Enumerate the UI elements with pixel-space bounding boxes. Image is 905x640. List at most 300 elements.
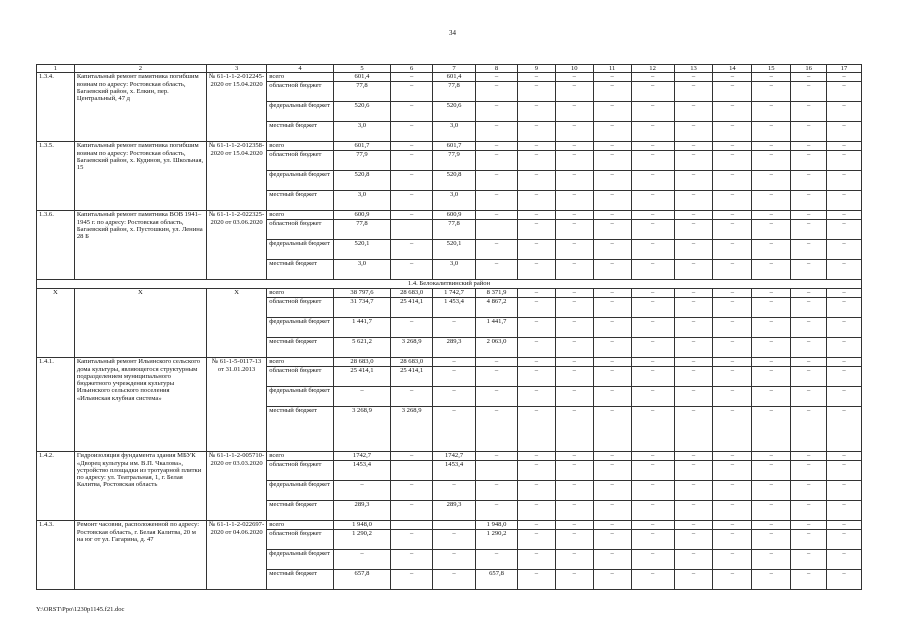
funding-source: местный бюджет bbox=[267, 191, 334, 211]
table-row bbox=[37, 211, 862, 220]
column-number: 3 bbox=[206, 65, 266, 73]
dash-cell: – bbox=[555, 570, 593, 590]
amount-cell: 77,8 bbox=[433, 82, 476, 102]
dash-cell: – bbox=[518, 367, 556, 387]
dash-cell: – bbox=[791, 211, 827, 220]
amount-cell: 1453,4 bbox=[433, 461, 476, 481]
funding-source: всего bbox=[267, 521, 334, 530]
table-row bbox=[37, 521, 862, 530]
column-number: 5 bbox=[333, 65, 390, 73]
dash-cell: – bbox=[593, 387, 631, 407]
dash-cell: – bbox=[555, 338, 593, 358]
amount-cell: – bbox=[391, 151, 433, 171]
dash-cell: – bbox=[518, 338, 556, 358]
amount-cell: 1 948,0 bbox=[476, 521, 518, 530]
amount-cell: – bbox=[391, 102, 433, 122]
dash-cell: – bbox=[713, 501, 752, 521]
dash-cell: – bbox=[752, 82, 791, 102]
dash-cell: – bbox=[631, 171, 674, 191]
dash-cell: – bbox=[593, 407, 631, 452]
amount-cell: – bbox=[391, 240, 433, 260]
amount-cell: – bbox=[476, 151, 518, 171]
amount-cell: 601,7 bbox=[333, 142, 390, 151]
dash-cell: – bbox=[593, 570, 631, 590]
amount-cell: 31 734,7 bbox=[333, 298, 390, 318]
dash-cell: – bbox=[674, 211, 713, 220]
column-number: 15 bbox=[752, 65, 791, 73]
dash-cell: – bbox=[791, 122, 827, 142]
dash-cell: – bbox=[827, 387, 862, 407]
item-number: 1.3.5. bbox=[37, 142, 75, 211]
dash-cell: – bbox=[593, 211, 631, 220]
dash-cell: – bbox=[518, 407, 556, 452]
document-number: № 61-1-1-2-022697-2020 от 04.06.2020 bbox=[206, 521, 266, 590]
dash-cell: – bbox=[752, 367, 791, 387]
dash-cell: – bbox=[674, 452, 713, 461]
dash-cell: – bbox=[631, 481, 674, 501]
column-number: 8 bbox=[476, 65, 518, 73]
object-name: Капитальный ремонт Ильинского сельского дома культуры, являющегося структурным подразделением муниципального бюджетного учреждения культуры Ильинского сельского поселения «Ильинская клубная система» bbox=[74, 358, 206, 452]
dash-cell: – bbox=[518, 570, 556, 590]
amount-cell: 520,1 bbox=[333, 240, 390, 260]
amount-cell bbox=[433, 521, 476, 530]
item-number: 1.4.1. bbox=[37, 358, 75, 452]
dash-cell: – bbox=[713, 367, 752, 387]
amount-cell: 28 683,0 bbox=[333, 358, 390, 367]
dash-cell: – bbox=[674, 142, 713, 151]
dash-cell: – bbox=[518, 220, 556, 240]
dash-cell: – bbox=[555, 530, 593, 550]
dash-cell: – bbox=[631, 122, 674, 142]
funding-source: местный бюджет bbox=[267, 260, 334, 280]
dash-cell: – bbox=[713, 530, 752, 550]
funding-source: областной бюджет bbox=[267, 298, 334, 318]
amount-cell: 289,3 bbox=[333, 501, 390, 521]
column-number: 10 bbox=[555, 65, 593, 73]
funding-source: местный бюджет bbox=[267, 501, 334, 521]
dash-cell: – bbox=[791, 289, 827, 298]
dash-cell: – bbox=[593, 298, 631, 318]
dash-cell: – bbox=[674, 171, 713, 191]
column-number: 16 bbox=[791, 65, 827, 73]
amount-cell: – bbox=[333, 550, 390, 570]
dash-cell: – bbox=[713, 358, 752, 367]
dash-cell: – bbox=[593, 82, 631, 102]
funding-source: местный бюджет bbox=[267, 338, 334, 358]
column-number: 14 bbox=[713, 65, 752, 73]
dash-cell: – bbox=[555, 461, 593, 481]
dash-cell: – bbox=[713, 461, 752, 481]
summary-row bbox=[37, 289, 862, 298]
amount-cell: – bbox=[433, 358, 476, 367]
dash-cell: – bbox=[518, 260, 556, 280]
dash-cell: – bbox=[752, 318, 791, 338]
amount-cell: – bbox=[476, 211, 518, 220]
amount-cell: 3,0 bbox=[333, 260, 390, 280]
document-number: № 61-1-5-0117-13 от 31.01.2013 bbox=[206, 358, 266, 452]
funding-source: местный бюджет bbox=[267, 122, 334, 142]
dash-cell: – bbox=[631, 211, 674, 220]
item-number: 1.3.4. bbox=[37, 73, 75, 142]
dash-cell: – bbox=[674, 461, 713, 481]
dash-cell: – bbox=[713, 73, 752, 82]
dash-cell: – bbox=[593, 191, 631, 211]
funding-source: всего bbox=[267, 289, 334, 298]
amount-cell: 3 268,9 bbox=[333, 407, 390, 452]
dash-cell: – bbox=[791, 240, 827, 260]
dash-cell: – bbox=[674, 151, 713, 171]
dash-cell: – bbox=[674, 367, 713, 387]
dash-cell: – bbox=[674, 220, 713, 240]
dash-cell: – bbox=[631, 151, 674, 171]
dash-cell: – bbox=[752, 211, 791, 220]
dash-cell: – bbox=[555, 82, 593, 102]
funding-source: федеральный бюджет bbox=[267, 387, 334, 407]
amount-cell: – bbox=[391, 318, 433, 338]
table-row bbox=[37, 73, 862, 82]
amount-cell: 1 742,7 bbox=[433, 289, 476, 298]
dash-cell: – bbox=[593, 220, 631, 240]
column-number-row bbox=[37, 65, 862, 73]
dash-cell: – bbox=[827, 318, 862, 338]
dash-cell: – bbox=[713, 387, 752, 407]
dash-cell: – bbox=[518, 151, 556, 171]
dash-cell: – bbox=[752, 501, 791, 521]
dash-cell: – bbox=[827, 260, 862, 280]
amount-cell: – bbox=[476, 142, 518, 151]
dash-cell: – bbox=[674, 481, 713, 501]
dash-cell: – bbox=[827, 240, 862, 260]
dash-cell: – bbox=[791, 260, 827, 280]
dash-cell: – bbox=[555, 501, 593, 521]
dash-cell: – bbox=[593, 530, 631, 550]
dash-cell: – bbox=[827, 338, 862, 358]
dash-cell: – bbox=[827, 367, 862, 387]
dash-cell: – bbox=[752, 73, 791, 82]
dash-cell: – bbox=[631, 501, 674, 521]
amount-cell: 520,8 bbox=[433, 171, 476, 191]
dash-cell: – bbox=[827, 171, 862, 191]
amount-cell: 28 683,0 bbox=[391, 289, 433, 298]
dash-cell: – bbox=[791, 151, 827, 171]
amount-cell: 520,6 bbox=[433, 102, 476, 122]
dash-cell: – bbox=[713, 452, 752, 461]
dash-cell: – bbox=[791, 501, 827, 521]
dash-cell: – bbox=[827, 191, 862, 211]
funding-source: всего bbox=[267, 211, 334, 220]
dash-cell: – bbox=[713, 289, 752, 298]
amount-cell: – bbox=[391, 550, 433, 570]
dash-cell: – bbox=[631, 358, 674, 367]
dash-cell: – bbox=[555, 122, 593, 142]
amount-cell: – bbox=[476, 191, 518, 211]
amount-cell: 3,0 bbox=[433, 122, 476, 142]
dash-cell: – bbox=[827, 570, 862, 590]
dash-cell: – bbox=[555, 387, 593, 407]
column-number: 4 bbox=[267, 65, 334, 73]
dash-cell: – bbox=[674, 191, 713, 211]
dash-cell: – bbox=[593, 240, 631, 260]
amount-cell: – bbox=[333, 387, 390, 407]
dash-cell: – bbox=[713, 318, 752, 338]
dash-cell: – bbox=[713, 82, 752, 102]
amount-cell: – bbox=[433, 367, 476, 387]
dash-cell: – bbox=[791, 387, 827, 407]
object-name: Ремонт часовни, расположенной по адресу: Ростовская область, г. Белая Калитва, 20 м на юг от ул. Гагарина, д. 47 bbox=[74, 521, 206, 590]
dash-cell: – bbox=[791, 298, 827, 318]
dash-cell: – bbox=[713, 550, 752, 570]
dash-cell: – bbox=[674, 102, 713, 122]
dash-cell: – bbox=[518, 122, 556, 142]
dash-cell: – bbox=[791, 481, 827, 501]
amount-cell: – bbox=[476, 122, 518, 142]
column-number: 17 bbox=[827, 65, 862, 73]
dash-cell: – bbox=[518, 171, 556, 191]
dash-cell: – bbox=[593, 501, 631, 521]
table-row bbox=[37, 452, 862, 461]
dash-cell: – bbox=[593, 358, 631, 367]
amount-cell: 77,8 bbox=[433, 220, 476, 240]
amount-cell: 3 268,9 bbox=[391, 407, 433, 452]
object-name: Капитальный ремонт памятника погибшим воинам по адресу: Ростовская область, Багаевский район, х. Елкин, пер. Центральный, 47 д bbox=[74, 73, 206, 142]
dash-cell: – bbox=[713, 151, 752, 171]
dash-cell: – bbox=[631, 102, 674, 122]
dash-cell: – bbox=[518, 142, 556, 151]
dash-cell: – bbox=[674, 298, 713, 318]
amount-cell: 25 414,1 bbox=[391, 367, 433, 387]
amount-cell: – bbox=[476, 171, 518, 191]
dash-cell: – bbox=[713, 481, 752, 501]
dash-cell: – bbox=[791, 407, 827, 452]
dash-cell: – bbox=[752, 298, 791, 318]
dash-cell: – bbox=[518, 461, 556, 481]
amount-cell: 1 948,0 bbox=[333, 521, 390, 530]
amount-cell: 600,9 bbox=[433, 211, 476, 220]
dash-cell: – bbox=[674, 358, 713, 367]
amount-cell: 1 453,4 bbox=[433, 298, 476, 318]
amount-cell: – bbox=[476, 387, 518, 407]
dash-cell: – bbox=[752, 461, 791, 481]
dash-cell: – bbox=[752, 191, 791, 211]
dash-cell: – bbox=[713, 102, 752, 122]
dash-cell: – bbox=[791, 191, 827, 211]
amount-cell bbox=[476, 461, 518, 481]
amount-cell: – bbox=[391, 171, 433, 191]
amount-cell: 4 867,2 bbox=[476, 298, 518, 318]
dash-cell: – bbox=[631, 191, 674, 211]
dash-cell: – bbox=[674, 521, 713, 530]
dash-cell: – bbox=[752, 481, 791, 501]
object-name: Капитальный ремонт памятника погибшим воинам по адресу: Ростовская область, Багаевский район, х. Кудинов, ул. Школьная, 15 bbox=[74, 142, 206, 211]
dash-cell: – bbox=[674, 550, 713, 570]
dash-cell: – bbox=[518, 387, 556, 407]
dash-cell: – bbox=[827, 461, 862, 481]
amount-cell: 25 414,1 bbox=[391, 298, 433, 318]
dash-cell: – bbox=[713, 260, 752, 280]
dash-cell: – bbox=[631, 338, 674, 358]
dash-cell: – bbox=[752, 550, 791, 570]
amount-cell: 601,4 bbox=[433, 73, 476, 82]
dash-cell: – bbox=[713, 298, 752, 318]
column-number: 9 bbox=[518, 65, 556, 73]
amount-cell: 520,6 bbox=[333, 102, 390, 122]
amount-cell: 77,9 bbox=[333, 151, 390, 171]
dash-cell: – bbox=[752, 358, 791, 367]
dash-cell: – bbox=[631, 73, 674, 82]
dash-cell: – bbox=[631, 407, 674, 452]
amount-cell: 1 441,7 bbox=[333, 318, 390, 338]
dash-cell: – bbox=[631, 289, 674, 298]
dash-cell: – bbox=[593, 461, 631, 481]
dash-cell: – bbox=[791, 461, 827, 481]
document-number: № 61-1-1-2-022325-2020 от 03.06.2020 bbox=[206, 211, 266, 280]
dash-cell: – bbox=[593, 550, 631, 570]
dash-cell: – bbox=[827, 211, 862, 220]
dash-cell: – bbox=[555, 151, 593, 171]
funding-source: федеральный бюджет bbox=[267, 102, 334, 122]
amount-cell: 77,8 bbox=[333, 220, 390, 240]
dash-cell: – bbox=[555, 191, 593, 211]
amount-cell: – bbox=[391, 73, 433, 82]
funding-source: местный бюджет bbox=[267, 570, 334, 590]
dash-cell: – bbox=[555, 318, 593, 338]
dash-cell: – bbox=[631, 521, 674, 530]
dash-cell: – bbox=[593, 151, 631, 171]
dash-cell: – bbox=[791, 220, 827, 240]
dash-cell: – bbox=[752, 289, 791, 298]
dash-cell: – bbox=[713, 220, 752, 240]
page-number: 34 bbox=[449, 29, 456, 37]
amount-cell: 1742,7 bbox=[433, 452, 476, 461]
funding-source: областной бюджет bbox=[267, 82, 334, 102]
dash-cell: – bbox=[791, 102, 827, 122]
dash-cell: – bbox=[752, 122, 791, 142]
dash-cell: – bbox=[791, 171, 827, 191]
amount-cell: – bbox=[476, 260, 518, 280]
dash-cell: – bbox=[593, 142, 631, 151]
amount-cell: 601,7 bbox=[433, 142, 476, 151]
dash-cell: – bbox=[674, 289, 713, 298]
dash-cell: – bbox=[631, 142, 674, 151]
dash-cell: – bbox=[555, 142, 593, 151]
dash-cell: – bbox=[752, 530, 791, 550]
summary-x: Х bbox=[206, 289, 266, 358]
dash-cell: – bbox=[791, 530, 827, 550]
amount-cell: 520,1 bbox=[433, 240, 476, 260]
dash-cell: – bbox=[631, 240, 674, 260]
dash-cell: – bbox=[752, 142, 791, 151]
dash-cell: – bbox=[555, 298, 593, 318]
amount-cell: 25 414,1 bbox=[333, 367, 390, 387]
dash-cell: – bbox=[791, 338, 827, 358]
dash-cell: – bbox=[827, 358, 862, 367]
amount-cell: – bbox=[391, 501, 433, 521]
dash-cell: – bbox=[791, 570, 827, 590]
table-row bbox=[37, 142, 862, 151]
amount-cell: – bbox=[433, 407, 476, 452]
dash-cell: – bbox=[827, 82, 862, 102]
dash-cell: – bbox=[827, 73, 862, 82]
funding-source: областной бюджет bbox=[267, 461, 334, 481]
amount-cell: 1 290,2 bbox=[333, 530, 390, 550]
dash-cell: – bbox=[674, 501, 713, 521]
dash-cell: – bbox=[752, 220, 791, 240]
column-number: 13 bbox=[674, 65, 713, 73]
dash-cell: – bbox=[593, 289, 631, 298]
dash-cell: – bbox=[631, 461, 674, 481]
funding-source: областной бюджет bbox=[267, 367, 334, 387]
amount-cell: – bbox=[391, 122, 433, 142]
amount-cell: 3,0 bbox=[433, 260, 476, 280]
amount-cell: 657,8 bbox=[476, 570, 518, 590]
amount-cell: 5 621,2 bbox=[333, 338, 390, 358]
dash-cell: – bbox=[631, 570, 674, 590]
dash-cell: – bbox=[713, 142, 752, 151]
dash-cell: – bbox=[713, 211, 752, 220]
dash-cell: – bbox=[752, 570, 791, 590]
dash-cell: – bbox=[518, 358, 556, 367]
dash-cell: – bbox=[674, 338, 713, 358]
funding-source: местный бюджет bbox=[267, 407, 334, 452]
dash-cell: – bbox=[674, 73, 713, 82]
amount-cell: – bbox=[433, 318, 476, 338]
dash-cell: – bbox=[631, 387, 674, 407]
amount-cell: 289,3 bbox=[433, 338, 476, 358]
dash-cell: – bbox=[827, 407, 862, 452]
dash-cell: – bbox=[674, 387, 713, 407]
amount-cell: 8 371,9 bbox=[476, 289, 518, 298]
column-number: 1 bbox=[37, 65, 75, 73]
dash-cell: – bbox=[674, 122, 713, 142]
dash-cell: – bbox=[752, 338, 791, 358]
dash-cell: – bbox=[555, 220, 593, 240]
dash-cell: – bbox=[555, 73, 593, 82]
funding-source: федеральный бюджет bbox=[267, 240, 334, 260]
dash-cell: – bbox=[555, 289, 593, 298]
amount-cell: – bbox=[476, 550, 518, 570]
amount-cell: – bbox=[476, 358, 518, 367]
dash-cell: – bbox=[752, 387, 791, 407]
dash-cell: – bbox=[518, 298, 556, 318]
dash-cell: – bbox=[555, 102, 593, 122]
amount-cell: – bbox=[391, 82, 433, 102]
column-number: 6 bbox=[391, 65, 433, 73]
dash-cell: – bbox=[593, 73, 631, 82]
dash-cell: – bbox=[593, 171, 631, 191]
dash-cell: – bbox=[791, 367, 827, 387]
funding-source: всего bbox=[267, 73, 334, 82]
budget-table bbox=[36, 64, 862, 590]
amount-cell: 1 441,7 bbox=[476, 318, 518, 338]
dash-cell: – bbox=[555, 550, 593, 570]
dash-cell: – bbox=[631, 298, 674, 318]
amount-cell: – bbox=[476, 73, 518, 82]
dash-cell: – bbox=[713, 191, 752, 211]
dash-cell: – bbox=[518, 481, 556, 501]
amount-cell: 77,9 bbox=[433, 151, 476, 171]
funding-source: федеральный бюджет bbox=[267, 481, 334, 501]
dash-cell: – bbox=[752, 521, 791, 530]
column-number: 2 bbox=[74, 65, 206, 73]
amount-cell: 2 063,0 bbox=[476, 338, 518, 358]
amount-cell: – bbox=[476, 481, 518, 501]
amount-cell: – bbox=[391, 452, 433, 461]
dash-cell: – bbox=[674, 260, 713, 280]
dash-cell: – bbox=[593, 367, 631, 387]
dash-cell: – bbox=[631, 452, 674, 461]
amount-cell: 1453,4 bbox=[333, 461, 390, 481]
amount-cell bbox=[391, 220, 433, 240]
